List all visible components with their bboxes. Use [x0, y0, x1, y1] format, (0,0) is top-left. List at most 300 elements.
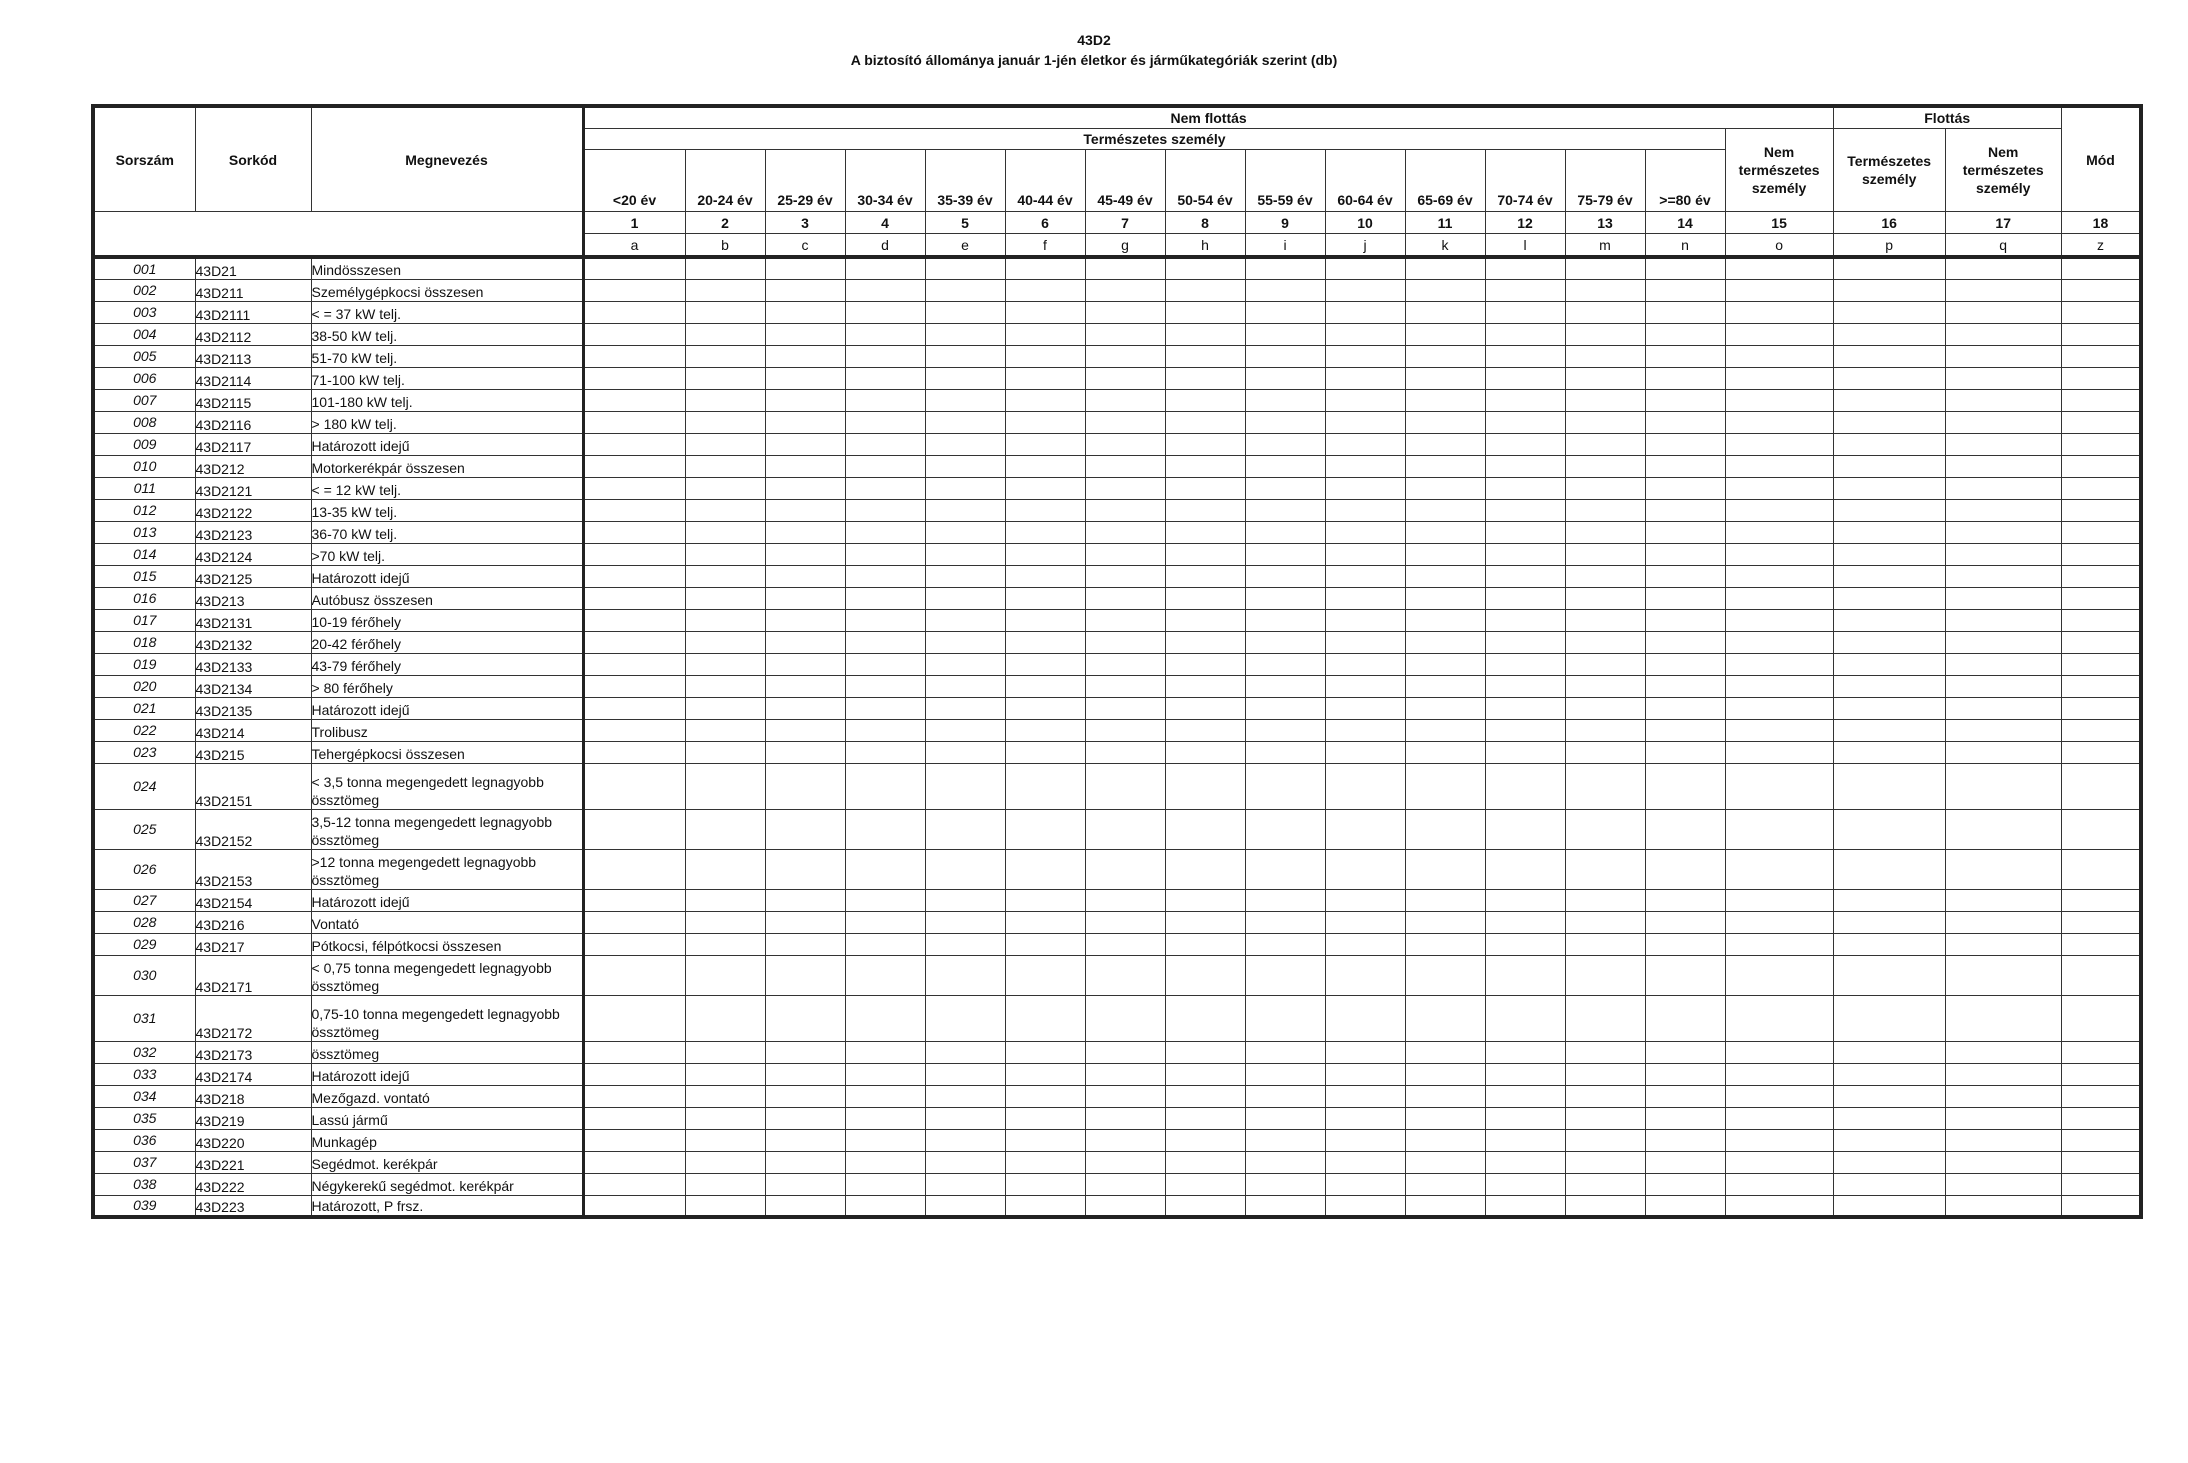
data-cell[interactable] [845, 301, 925, 323]
data-cell[interactable] [1945, 1151, 2061, 1173]
data-cell[interactable] [685, 1107, 765, 1129]
data-cell[interactable] [1945, 741, 2061, 763]
data-cell[interactable] [1485, 1063, 1565, 1085]
data-cell[interactable] [925, 301, 1005, 323]
data-cell[interactable] [1405, 1107, 1485, 1129]
data-cell[interactable] [1945, 521, 2061, 543]
data-cell[interactable] [685, 455, 765, 477]
data-cell[interactable] [1405, 499, 1485, 521]
data-cell[interactable] [1485, 587, 1565, 609]
data-cell[interactable] [1085, 1107, 1165, 1129]
data-cell[interactable] [1325, 1195, 1405, 1217]
data-cell[interactable] [2061, 587, 2141, 609]
data-cell[interactable] [765, 257, 845, 279]
data-cell[interactable] [1725, 433, 1833, 455]
data-cell[interactable] [1165, 911, 1245, 933]
data-cell[interactable] [1565, 477, 1645, 499]
data-cell[interactable] [1725, 565, 1833, 587]
data-cell[interactable] [1325, 675, 1405, 697]
data-cell[interactable] [685, 763, 765, 809]
data-cell[interactable] [2061, 995, 2141, 1041]
data-cell[interactable] [685, 389, 765, 411]
data-cell[interactable] [1325, 433, 1405, 455]
data-cell[interactable] [1645, 367, 1725, 389]
data-cell[interactable] [1085, 1063, 1165, 1085]
data-cell[interactable] [1245, 849, 1325, 889]
data-cell[interactable] [1485, 675, 1565, 697]
data-cell[interactable] [685, 521, 765, 543]
data-cell[interactable] [1725, 849, 1833, 889]
data-cell[interactable] [845, 741, 925, 763]
data-cell[interactable] [1645, 543, 1725, 565]
data-cell[interactable] [1725, 741, 1833, 763]
data-cell[interactable] [1325, 631, 1405, 653]
data-cell[interactable] [925, 697, 1005, 719]
data-cell[interactable] [1325, 1173, 1405, 1195]
data-cell[interactable] [583, 697, 685, 719]
data-cell[interactable] [925, 1107, 1005, 1129]
data-cell[interactable] [765, 1063, 845, 1085]
data-cell[interactable] [1565, 763, 1645, 809]
data-cell[interactable] [1405, 433, 1485, 455]
data-cell[interactable] [583, 911, 685, 933]
data-cell[interactable] [845, 1195, 925, 1217]
data-cell[interactable] [1325, 345, 1405, 367]
data-cell[interactable] [1085, 809, 1165, 849]
data-cell[interactable] [685, 1063, 765, 1085]
data-cell[interactable] [1725, 911, 1833, 933]
data-cell[interactable] [1645, 1107, 1725, 1129]
data-cell[interactable] [1325, 367, 1405, 389]
data-cell[interactable] [1945, 889, 2061, 911]
data-cell[interactable] [1005, 587, 1085, 609]
data-cell[interactable] [1405, 543, 1485, 565]
data-cell[interactable] [1833, 719, 1945, 741]
data-cell[interactable] [765, 1107, 845, 1129]
data-cell[interactable] [1833, 741, 1945, 763]
data-cell[interactable] [845, 411, 925, 433]
data-cell[interactable] [685, 411, 765, 433]
data-cell[interactable] [583, 433, 685, 455]
data-cell[interactable] [925, 345, 1005, 367]
data-cell[interactable] [2061, 455, 2141, 477]
data-cell[interactable] [583, 675, 685, 697]
data-cell[interactable] [845, 911, 925, 933]
data-cell[interactable] [845, 1151, 925, 1173]
data-cell[interactable] [1165, 1107, 1245, 1129]
data-cell[interactable] [1165, 323, 1245, 345]
data-cell[interactable] [1565, 889, 1645, 911]
data-cell[interactable] [1085, 521, 1165, 543]
data-cell[interactable] [2061, 849, 2141, 889]
data-cell[interactable] [1005, 411, 1085, 433]
data-cell[interactable] [583, 995, 685, 1041]
data-cell[interactable] [1833, 565, 1945, 587]
data-cell[interactable] [685, 345, 765, 367]
data-cell[interactable] [765, 1195, 845, 1217]
data-cell[interactable] [685, 1085, 765, 1107]
data-cell[interactable] [1485, 1173, 1565, 1195]
data-cell[interactable] [1085, 763, 1165, 809]
data-cell[interactable] [1485, 995, 1565, 1041]
data-cell[interactable] [583, 345, 685, 367]
data-cell[interactable] [1005, 565, 1085, 587]
data-cell[interactable] [1725, 809, 1833, 849]
data-cell[interactable] [1005, 653, 1085, 675]
data-cell[interactable] [1833, 653, 1945, 675]
data-cell[interactable] [925, 323, 1005, 345]
data-cell[interactable] [1085, 609, 1165, 631]
data-cell[interactable] [925, 809, 1005, 849]
data-cell[interactable] [925, 741, 1005, 763]
data-cell[interactable] [1725, 1107, 1833, 1129]
data-cell[interactable] [685, 279, 765, 301]
data-cell[interactable] [845, 565, 925, 587]
data-cell[interactable] [1645, 389, 1725, 411]
data-cell[interactable] [1565, 543, 1645, 565]
data-cell[interactable] [1085, 257, 1165, 279]
data-cell[interactable] [1165, 889, 1245, 911]
data-cell[interactable] [685, 499, 765, 521]
data-cell[interactable] [1565, 653, 1645, 675]
data-cell[interactable] [1405, 1063, 1485, 1085]
data-cell[interactable] [1565, 521, 1645, 543]
data-cell[interactable] [1405, 1195, 1485, 1217]
data-cell[interactable] [925, 257, 1005, 279]
data-cell[interactable] [1325, 543, 1405, 565]
data-cell[interactable] [1245, 675, 1325, 697]
data-cell[interactable] [765, 653, 845, 675]
data-cell[interactable] [1325, 995, 1405, 1041]
data-cell[interactable] [1405, 279, 1485, 301]
data-cell[interactable] [1405, 995, 1485, 1041]
data-cell[interactable] [1245, 1151, 1325, 1173]
data-cell[interactable] [1833, 411, 1945, 433]
data-cell[interactable] [685, 609, 765, 631]
data-cell[interactable] [925, 889, 1005, 911]
data-cell[interactable] [1165, 499, 1245, 521]
data-cell[interactable] [1945, 809, 2061, 849]
data-cell[interactable] [1085, 995, 1165, 1041]
data-cell[interactable] [1005, 323, 1085, 345]
data-cell[interactable] [1245, 323, 1325, 345]
data-cell[interactable] [765, 697, 845, 719]
data-cell[interactable] [1485, 1041, 1565, 1063]
data-cell[interactable] [1085, 1129, 1165, 1151]
data-cell[interactable] [1945, 1195, 2061, 1217]
data-cell[interactable] [1725, 477, 1833, 499]
data-cell[interactable] [1565, 433, 1645, 455]
data-cell[interactable] [1565, 323, 1645, 345]
data-cell[interactable] [1485, 1151, 1565, 1173]
data-cell[interactable] [765, 367, 845, 389]
data-cell[interactable] [1165, 301, 1245, 323]
data-cell[interactable] [583, 1107, 685, 1129]
data-cell[interactable] [583, 741, 685, 763]
data-cell[interactable] [1165, 631, 1245, 653]
data-cell[interactable] [1565, 345, 1645, 367]
data-cell[interactable] [1945, 1173, 2061, 1195]
data-cell[interactable] [2061, 1063, 2141, 1085]
data-cell[interactable] [1325, 697, 1405, 719]
data-cell[interactable] [1833, 1085, 1945, 1107]
data-cell[interactable] [2061, 1085, 2141, 1107]
data-cell[interactable] [1565, 1063, 1645, 1085]
data-cell[interactable] [1833, 257, 1945, 279]
data-cell[interactable] [845, 477, 925, 499]
data-cell[interactable] [1085, 477, 1165, 499]
data-cell[interactable] [1485, 279, 1565, 301]
data-cell[interactable] [925, 1063, 1005, 1085]
data-cell[interactable] [583, 1151, 685, 1173]
data-cell[interactable] [583, 933, 685, 955]
data-cell[interactable] [1725, 499, 1833, 521]
data-cell[interactable] [1565, 279, 1645, 301]
data-cell[interactable] [583, 455, 685, 477]
data-cell[interactable] [1945, 499, 2061, 521]
data-cell[interactable] [1485, 389, 1565, 411]
data-cell[interactable] [2061, 257, 2141, 279]
data-cell[interactable] [1005, 809, 1085, 849]
data-cell[interactable] [2061, 889, 2141, 911]
data-cell[interactable] [685, 257, 765, 279]
data-cell[interactable] [1245, 543, 1325, 565]
data-cell[interactable] [1085, 389, 1165, 411]
data-cell[interactable] [765, 587, 845, 609]
data-cell[interactable] [1833, 955, 1945, 995]
data-cell[interactable] [1833, 675, 1945, 697]
data-cell[interactable] [1085, 367, 1165, 389]
data-cell[interactable] [1245, 1195, 1325, 1217]
data-cell[interactable] [765, 543, 845, 565]
data-cell[interactable] [845, 889, 925, 911]
data-cell[interactable] [1405, 257, 1485, 279]
data-cell[interactable] [2061, 1107, 2141, 1129]
data-cell[interactable] [685, 995, 765, 1041]
data-cell[interactable] [1005, 1173, 1085, 1195]
data-cell[interactable] [1165, 455, 1245, 477]
data-cell[interactable] [2061, 911, 2141, 933]
data-cell[interactable] [845, 499, 925, 521]
data-cell[interactable] [845, 323, 925, 345]
data-cell[interactable] [1645, 411, 1725, 433]
data-cell[interactable] [1085, 499, 1165, 521]
data-cell[interactable] [685, 1195, 765, 1217]
data-cell[interactable] [845, 587, 925, 609]
data-cell[interactable] [1565, 1041, 1645, 1063]
data-cell[interactable] [925, 911, 1005, 933]
data-cell[interactable] [1485, 345, 1565, 367]
data-cell[interactable] [765, 433, 845, 455]
data-cell[interactable] [1565, 1107, 1645, 1129]
data-cell[interactable] [1945, 933, 2061, 955]
data-cell[interactable] [845, 279, 925, 301]
data-cell[interactable] [925, 433, 1005, 455]
data-cell[interactable] [1725, 719, 1833, 741]
data-cell[interactable] [583, 257, 685, 279]
data-cell[interactable] [685, 367, 765, 389]
data-cell[interactable] [1645, 499, 1725, 521]
data-cell[interactable] [925, 455, 1005, 477]
data-cell[interactable] [1485, 1129, 1565, 1151]
data-cell[interactable] [1945, 345, 2061, 367]
data-cell[interactable] [1725, 543, 1833, 565]
data-cell[interactable] [1325, 719, 1405, 741]
data-cell[interactable] [1165, 477, 1245, 499]
data-cell[interactable] [685, 719, 765, 741]
data-cell[interactable] [925, 1195, 1005, 1217]
data-cell[interactable] [1245, 911, 1325, 933]
data-cell[interactable] [845, 675, 925, 697]
data-cell[interactable] [1833, 1151, 1945, 1173]
data-cell[interactable] [685, 477, 765, 499]
data-cell[interactable] [1325, 301, 1405, 323]
data-cell[interactable] [1645, 1041, 1725, 1063]
data-cell[interactable] [1405, 653, 1485, 675]
data-cell[interactable] [1485, 911, 1565, 933]
data-cell[interactable] [1325, 911, 1405, 933]
data-cell[interactable] [1085, 1085, 1165, 1107]
data-cell[interactable] [1725, 1195, 1833, 1217]
data-cell[interactable] [1725, 1041, 1833, 1063]
data-cell[interactable] [1085, 301, 1165, 323]
data-cell[interactable] [765, 455, 845, 477]
data-cell[interactable] [1245, 889, 1325, 911]
data-cell[interactable] [1833, 933, 1945, 955]
data-cell[interactable] [583, 301, 685, 323]
data-cell[interactable] [1833, 477, 1945, 499]
data-cell[interactable] [1005, 455, 1085, 477]
data-cell[interactable] [1325, 1151, 1405, 1173]
data-cell[interactable] [2061, 609, 2141, 631]
data-cell[interactable] [765, 1041, 845, 1063]
data-cell[interactable] [1165, 1085, 1245, 1107]
data-cell[interactable] [845, 1085, 925, 1107]
data-cell[interactable] [1245, 719, 1325, 741]
data-cell[interactable] [1485, 809, 1565, 849]
data-cell[interactable] [1165, 1041, 1245, 1063]
data-cell[interactable] [1833, 889, 1945, 911]
data-cell[interactable] [1725, 521, 1833, 543]
data-cell[interactable] [925, 1085, 1005, 1107]
data-cell[interactable] [1245, 1129, 1325, 1151]
data-cell[interactable] [1245, 631, 1325, 653]
data-cell[interactable] [1325, 279, 1405, 301]
data-cell[interactable] [1005, 521, 1085, 543]
data-cell[interactable] [845, 389, 925, 411]
data-cell[interactable] [1833, 587, 1945, 609]
data-cell[interactable] [2061, 1129, 2141, 1151]
data-cell[interactable] [1725, 889, 1833, 911]
data-cell[interactable] [1165, 587, 1245, 609]
data-cell[interactable] [1645, 455, 1725, 477]
data-cell[interactable] [1005, 389, 1085, 411]
data-cell[interactable] [1405, 1129, 1485, 1151]
data-cell[interactable] [1945, 279, 2061, 301]
data-cell[interactable] [1325, 955, 1405, 995]
data-cell[interactable] [1833, 301, 1945, 323]
data-cell[interactable] [1005, 279, 1085, 301]
data-cell[interactable] [2061, 565, 2141, 587]
data-cell[interactable] [1833, 911, 1945, 933]
data-cell[interactable] [845, 455, 925, 477]
data-cell[interactable] [1085, 565, 1165, 587]
data-cell[interactable] [583, 1195, 685, 1217]
data-cell[interactable] [2061, 1173, 2141, 1195]
data-cell[interactable] [845, 521, 925, 543]
data-cell[interactable] [1565, 609, 1645, 631]
data-cell[interactable] [1945, 411, 2061, 433]
data-cell[interactable] [1833, 1129, 1945, 1151]
data-cell[interactable] [1565, 455, 1645, 477]
data-cell[interactable] [2061, 955, 2141, 995]
data-cell[interactable] [1005, 433, 1085, 455]
data-cell[interactable] [2061, 323, 2141, 345]
data-cell[interactable] [1165, 1195, 1245, 1217]
data-cell[interactable] [1485, 521, 1565, 543]
data-cell[interactable] [845, 849, 925, 889]
data-cell[interactable] [583, 323, 685, 345]
data-cell[interactable] [925, 933, 1005, 955]
data-cell[interactable] [925, 955, 1005, 995]
data-cell[interactable] [1005, 631, 1085, 653]
data-cell[interactable] [1945, 609, 2061, 631]
data-cell[interactable] [925, 367, 1005, 389]
data-cell[interactable] [1485, 609, 1565, 631]
data-cell[interactable] [1725, 587, 1833, 609]
data-cell[interactable] [2061, 433, 2141, 455]
data-cell[interactable] [765, 995, 845, 1041]
data-cell[interactable] [765, 565, 845, 587]
data-cell[interactable] [1725, 763, 1833, 809]
data-cell[interactable] [685, 697, 765, 719]
data-cell[interactable] [845, 631, 925, 653]
data-cell[interactable] [1565, 719, 1645, 741]
data-cell[interactable] [685, 565, 765, 587]
data-cell[interactable] [925, 477, 1005, 499]
data-cell[interactable] [1165, 653, 1245, 675]
data-cell[interactable] [1325, 849, 1405, 889]
data-cell[interactable] [1485, 433, 1565, 455]
data-cell[interactable] [1165, 719, 1245, 741]
data-cell[interactable] [1405, 521, 1485, 543]
data-cell[interactable] [1085, 411, 1165, 433]
data-cell[interactable] [1325, 257, 1405, 279]
data-cell[interactable] [1725, 933, 1833, 955]
data-cell[interactable] [845, 543, 925, 565]
data-cell[interactable] [2061, 1151, 2141, 1173]
data-cell[interactable] [1245, 499, 1325, 521]
data-cell[interactable] [925, 389, 1005, 411]
data-cell[interactable] [1945, 1063, 2061, 1085]
data-cell[interactable] [1165, 995, 1245, 1041]
data-cell[interactable] [1833, 499, 1945, 521]
data-cell[interactable] [1405, 565, 1485, 587]
data-cell[interactable] [1085, 933, 1165, 955]
data-cell[interactable] [1165, 1151, 1245, 1173]
data-cell[interactable] [845, 809, 925, 849]
data-cell[interactable] [583, 543, 685, 565]
data-cell[interactable] [1725, 279, 1833, 301]
data-cell[interactable] [1645, 809, 1725, 849]
data-cell[interactable] [1405, 455, 1485, 477]
data-cell[interactable] [845, 1173, 925, 1195]
data-cell[interactable] [1245, 301, 1325, 323]
data-cell[interactable] [1005, 933, 1085, 955]
data-cell[interactable] [1725, 995, 1833, 1041]
data-cell[interactable] [583, 763, 685, 809]
data-cell[interactable] [2061, 279, 2141, 301]
